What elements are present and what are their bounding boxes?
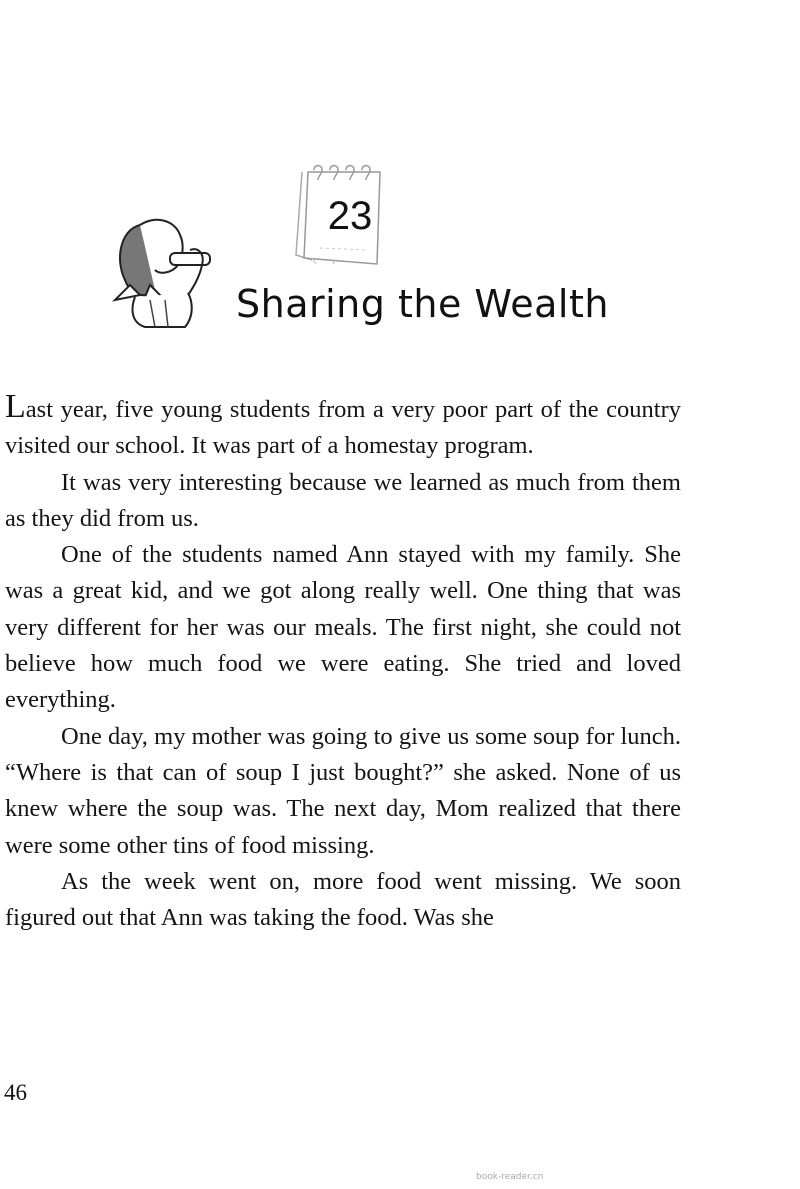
chapter-body — [5, 388, 681, 936]
girl-eating-icon — [110, 205, 230, 330]
drop-cap: L — [5, 388, 26, 425]
paragraph: Last year, five young students from a very poor part of the country visited our school. It was part of a homestay program. — [5, 388, 681, 460]
page-number: 46 — [4, 1080, 27, 1105]
paragraph: As the week went on, more food went missing. We soon figured out that Ann was taking the food. Was she — [5, 867, 681, 932]
paragraph: One day, my mother was going to give us some soup for lunch. “Where is that can of soup I just bought?” she asked. None of us knew where the soup was. The next day, Mom realized that there were some other tins of food missing. — [5, 722, 681, 859]
watermark: book-reader.cn — [476, 1172, 544, 1182]
paragraph: One of the students named Ann stayed with my family. She was a great kid, and we got along really well. One thing that was very different for her was our meals. The first night, she could not believe how much food we were eating. She tried and loved everything. — [5, 541, 681, 714]
paragraph: It was very interesting because we learned as much from them as they did from us. — [5, 468, 681, 532]
chapter-title: Sharing the Wealth — [236, 282, 609, 326]
chapter-number: 23 — [327, 194, 373, 238]
